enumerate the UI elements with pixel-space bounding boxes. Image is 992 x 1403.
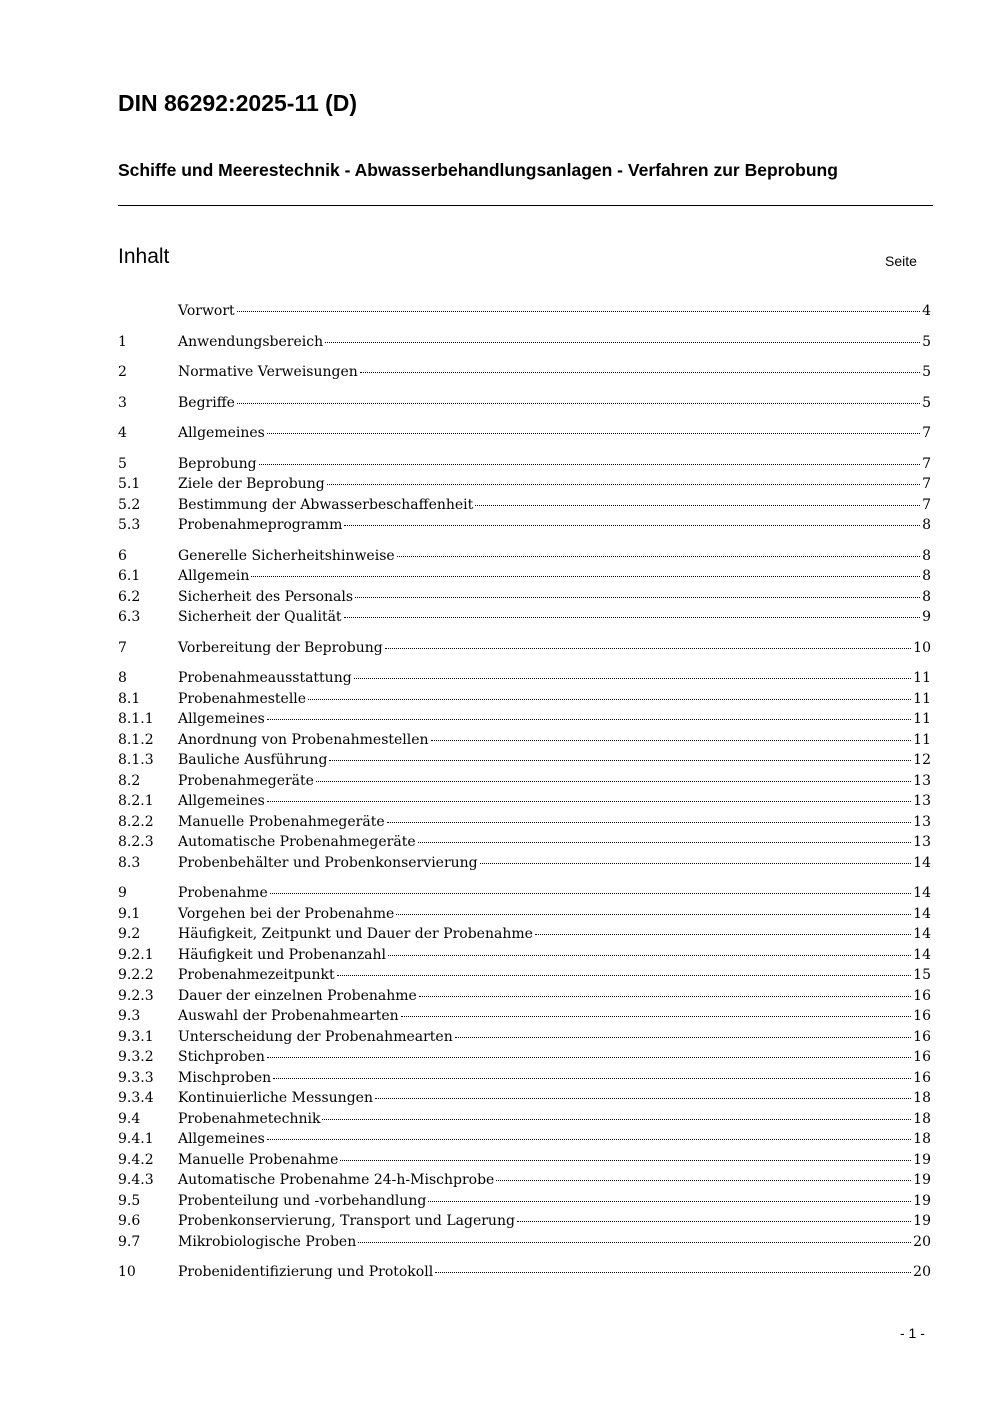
toc-entry[interactable] — [118, 709, 931, 730]
toc-entry[interactable] — [118, 883, 931, 904]
toc-entry-page: 7 — [922, 425, 931, 441]
toc-leader-dots — [388, 955, 911, 956]
toc-entry-page: 13 — [913, 772, 931, 789]
toc-entry-page: 14 — [913, 885, 931, 901]
toc-leader-dots — [496, 1180, 911, 1181]
toc-entry-label: Probenahmezeitpunkt — [178, 967, 335, 983]
toc-entry-label: Probenahmestelle — [178, 690, 307, 707]
toc-leader-dots — [475, 505, 920, 506]
toc-entry-page: 5 — [922, 333, 931, 350]
toc-entry[interactable] — [118, 515, 931, 536]
toc-leader-dots — [435, 1272, 911, 1273]
toc-entry-number: 9.3.4 — [118, 1090, 154, 1106]
toc-leader-dots — [419, 996, 911, 997]
toc-entry-page: 7 — [922, 455, 931, 472]
toc-entry-label: Probenkonservierung, Transport und Lagerung — [178, 1213, 515, 1229]
toc-entry[interactable] — [118, 393, 931, 414]
toc-leader-dots — [401, 1016, 912, 1017]
toc-entry[interactable] — [118, 668, 931, 689]
toc-leader-dots — [344, 525, 920, 526]
toc-entry[interactable] — [118, 945, 931, 966]
toc-entry-page: 14 — [913, 926, 931, 942]
toc-entry-label: Beprobung — [178, 455, 257, 472]
toc-entry-label: Häufigkeit und Probenanzahl — [178, 946, 387, 963]
toc-entry-page: 7 — [922, 496, 931, 513]
toc-leader-dots — [397, 556, 920, 557]
toc-leader-dots — [267, 719, 911, 720]
toc-entry-number: 8.2.3 — [118, 834, 154, 850]
toc-entry-number: 6 — [118, 547, 127, 564]
toc-entry-page: 16 — [913, 1049, 931, 1065]
toc-entry[interactable] — [118, 638, 931, 659]
toc-entry-page: 13 — [913, 793, 931, 809]
toc-entry[interactable] — [118, 587, 931, 608]
toc-entry-number: 8.1.3 — [118, 752, 154, 768]
toc-entry-page: 13 — [913, 813, 931, 830]
toc-entry[interactable] — [118, 474, 931, 495]
toc-entry-number: 8.2.1 — [118, 793, 154, 809]
toc-entry[interactable] — [118, 730, 931, 751]
toc-entry-label: Unterscheidung der Probenahmearten — [178, 1028, 453, 1045]
toc-entry-page: 5 — [922, 394, 931, 411]
toc-entry-label: Probenteilung und -vorbehandlung — [178, 1192, 427, 1209]
toc-entry-label: Probenahmeprogramm — [178, 517, 343, 533]
toc-entry[interactable] — [118, 771, 931, 792]
toc-entry-label: Vorwort — [178, 303, 235, 319]
toc-entry-page: 19 — [913, 1213, 931, 1229]
toc-entry-page: 8 — [922, 568, 931, 584]
toc-entry-page: 8 — [922, 547, 931, 564]
toc-entry[interactable] — [118, 546, 931, 567]
toc-entry-label: Auswahl der Probenahmearten — [178, 1008, 399, 1024]
toc-entry-number: 8.1.2 — [118, 731, 154, 748]
toc-entry-label: Anwendungsbereich — [178, 333, 324, 350]
toc-entry-number: 8.2.2 — [118, 813, 154, 830]
toc-entry[interactable] — [118, 1068, 931, 1089]
toc-entry-page: 18 — [913, 1131, 931, 1147]
toc-leader-dots — [396, 914, 911, 915]
toc-entry-number: 2 — [118, 364, 127, 380]
toc-entry-label: Kontinuierliche Messungen — [178, 1090, 373, 1106]
toc-entry-number: 9.2 — [118, 926, 141, 942]
toc-entry-page: 11 — [913, 731, 931, 748]
toc-entry-label: Manuelle Probenahme — [178, 1151, 339, 1168]
toc-entry-number: 9.3.2 — [118, 1049, 154, 1065]
toc-entry[interactable] — [118, 986, 931, 1007]
toc-entry-page: 9 — [922, 609, 931, 625]
toc-leader-dots — [480, 863, 912, 864]
toc-entry[interactable] — [118, 1006, 931, 1027]
toc-entry-number: 6.1 — [118, 568, 141, 584]
toc-entry-page: 8 — [922, 517, 931, 533]
toc-entry-label: Bestimmung der Abwasserbeschaffenheit — [178, 496, 474, 513]
toc-entry-number: 8.1 — [118, 690, 141, 707]
toc-leader-dots — [375, 1098, 911, 1099]
toc-entry-number: 9.4.3 — [118, 1172, 154, 1188]
toc-entry[interactable] — [118, 607, 931, 628]
toc-entry[interactable] — [118, 832, 931, 853]
toc-entry-page: 11 — [913, 690, 931, 707]
toc-entry-label: Allgemein — [178, 568, 250, 584]
toc-entry[interactable] — [118, 362, 931, 383]
toc-entry-page: 14 — [913, 854, 931, 871]
toc-entry[interactable] — [118, 904, 931, 925]
toc-entry-page: 5 — [922, 364, 931, 380]
toc-entry-number: 1 — [118, 333, 127, 350]
toc-entry-label: Probenahmegeräte — [178, 772, 314, 789]
toc-entry-page: 11 — [913, 711, 931, 727]
toc-leader-dots — [267, 433, 920, 434]
toc-entry-page: 8 — [922, 588, 931, 605]
toc-entry[interactable] — [118, 1232, 931, 1253]
toc-leader-dots — [237, 311, 920, 312]
toc-leader-dots — [360, 372, 920, 373]
toc-entry-number: 6.3 — [118, 609, 141, 625]
toc-leader-dots — [237, 403, 920, 404]
toc-entry-number: 9.6 — [118, 1213, 141, 1229]
toc-entry[interactable] — [118, 689, 931, 710]
toc-entry-page: 19 — [913, 1192, 931, 1209]
toc-leader-dots — [354, 678, 911, 679]
toc-entry[interactable] — [118, 566, 931, 587]
toc-entry[interactable] — [118, 1109, 931, 1130]
toc-entry-number: 4 — [118, 425, 127, 441]
toc-leader-dots — [327, 484, 920, 485]
toc-leader-dots — [418, 842, 912, 843]
toc-leader-dots — [270, 893, 911, 894]
toc-entry-label: Allgemeines — [178, 425, 265, 441]
toc-entry-number: 9 — [118, 885, 127, 901]
toc-entry-label: Allgemeines — [178, 711, 265, 727]
toc-entry-label: Begriffe — [178, 394, 235, 411]
toc-entry-label: Manuelle Probenahmegeräte — [178, 813, 385, 830]
toc-entry-number: 8.1.1 — [118, 711, 154, 727]
toc-leader-dots — [517, 1221, 911, 1222]
toc-entry-label: Stichproben — [178, 1049, 265, 1065]
toc-entry-number: 7 — [118, 639, 127, 656]
toc-entry-page: 4 — [922, 303, 931, 319]
toc-entry[interactable] — [118, 1211, 931, 1232]
toc-leader-dots — [340, 1160, 911, 1161]
toc-leader-dots — [385, 648, 911, 649]
toc-leader-dots — [267, 801, 911, 802]
table-of-contents — [118, 301, 931, 1283]
toc-leader-dots — [428, 1201, 911, 1202]
toc-entry-page: 19 — [913, 1172, 931, 1188]
toc-entry[interactable] — [118, 423, 931, 444]
toc-entry-number: 9.1 — [118, 905, 141, 922]
toc-entry-page: 14 — [913, 905, 931, 922]
toc-entry-number: 9.4.1 — [118, 1131, 154, 1147]
toc-entry-page: 15 — [913, 967, 931, 983]
toc-leader-dots — [273, 1078, 911, 1079]
toc-entry-label: Probenahme — [178, 885, 268, 901]
toc-entry-number: 9.2.2 — [118, 967, 154, 983]
toc-entry-number: 8.2 — [118, 772, 141, 789]
toc-entry[interactable] — [118, 1170, 931, 1191]
toc-entry-label: Bauliche Ausführung — [178, 752, 328, 768]
toc-entry-number: 5 — [118, 455, 127, 472]
toc-leader-dots — [535, 934, 911, 935]
toc-entry-page: 20 — [913, 1233, 931, 1250]
toc-entry-number: 5.3 — [118, 517, 141, 533]
toc-entry-number: 5.2 — [118, 496, 141, 513]
toc-entry-number: 8.3 — [118, 854, 141, 871]
toc-heading: Inhalt — [118, 245, 170, 268]
toc-entry-label: Vorbereitung der Beprobung — [178, 639, 383, 656]
toc-entry-page: 20 — [913, 1264, 931, 1280]
toc-entry-number: 8 — [118, 670, 127, 686]
toc-leader-dots — [387, 822, 912, 823]
toc-entry[interactable] — [118, 495, 931, 516]
toc-leader-dots — [259, 464, 920, 465]
toc-entry-number: 3 — [118, 394, 127, 411]
toc-entry-number: 6.2 — [118, 588, 141, 605]
toc-entry-number: 9.3 — [118, 1008, 141, 1024]
toc-entry-page: 16 — [913, 987, 931, 1004]
toc-entry-number: 5.1 — [118, 476, 141, 492]
toc-entry-label: Mischproben — [178, 1069, 272, 1086]
toc-leader-dots — [325, 342, 920, 343]
toc-entry-label: Probenbehälter und Probenkonservierung — [178, 854, 478, 871]
toc-leader-dots — [355, 597, 920, 598]
toc-entry[interactable] — [118, 965, 931, 986]
toc-entry-label: Ziele der Beprobung — [178, 476, 325, 492]
toc-entry-label: Normative Verweisungen — [178, 364, 358, 380]
title-divider — [118, 205, 933, 206]
toc-entry-number: 9.7 — [118, 1233, 141, 1250]
toc-entry[interactable] — [118, 791, 931, 812]
toc-entry[interactable] — [118, 853, 931, 874]
toc-entry-page: 16 — [913, 1008, 931, 1024]
toc-entry-label: Sicherheit des Personals — [178, 588, 354, 605]
toc-entry-label: Mikrobiologische Proben — [178, 1233, 357, 1250]
toc-entry[interactable] — [118, 454, 931, 475]
toc-entry-page: 14 — [913, 946, 931, 963]
toc-entry-page: 16 — [913, 1028, 931, 1045]
toc-entry-page: 19 — [913, 1151, 931, 1168]
toc-entry[interactable] — [118, 1150, 931, 1171]
toc-entry[interactable] — [118, 924, 931, 945]
page-column-label: Seite — [885, 253, 917, 269]
toc-leader-dots — [455, 1037, 911, 1038]
toc-entry-page: 7 — [922, 476, 931, 492]
toc-entry[interactable] — [118, 1047, 931, 1068]
toc-entry-number: 9.4.2 — [118, 1151, 154, 1168]
toc-entry[interactable] — [118, 332, 931, 353]
toc-entry-page: 16 — [913, 1069, 931, 1086]
toc-entry-label: Allgemeines — [178, 1131, 265, 1147]
toc-leader-dots — [344, 617, 921, 618]
toc-leader-dots — [316, 781, 911, 782]
toc-entry-label: Allgemeines — [178, 793, 265, 809]
toc-entry-label: Anordnung von Probenahmestellen — [178, 731, 429, 748]
toc-entry-number: 9.3.3 — [118, 1069, 154, 1086]
toc-entry-page: 18 — [913, 1110, 931, 1127]
toc-entry-number: 10 — [118, 1264, 136, 1280]
toc-entry-label: Probenahmetechnik — [178, 1110, 321, 1127]
toc-entry[interactable] — [118, 301, 931, 322]
toc-leader-dots — [251, 576, 920, 577]
toc-entry-page: 10 — [913, 639, 931, 656]
toc-leader-dots — [337, 975, 912, 976]
toc-leader-dots — [267, 1057, 911, 1058]
toc-entry-label: Häufigkeit, Zeitpunkt und Dauer der Probenahme — [178, 926, 533, 942]
document-title: Schiffe und Meerestechnik - Abwasserbehandlungsanlagen - Verfahren zur Beprobung — [118, 160, 838, 180]
toc-entry[interactable] — [118, 1129, 931, 1150]
toc-entry-number: 9.4 — [118, 1110, 141, 1127]
toc-entry[interactable] — [118, 812, 931, 833]
toc-entry-number: 9.2.3 — [118, 987, 154, 1004]
toc-entry-label: Probenahmeausstattung — [178, 670, 352, 686]
toc-entry[interactable] — [118, 1027, 931, 1048]
toc-entry-label: Dauer der einzelnen Probenahme — [178, 987, 417, 1004]
toc-entry-label: Automatische Probenahmegeräte — [178, 834, 416, 850]
toc-entry[interactable] — [118, 750, 931, 771]
toc-leader-dots — [308, 699, 911, 700]
toc-entry-page: 18 — [913, 1090, 931, 1106]
toc-leader-dots — [329, 760, 911, 761]
toc-entry-label: Probenidentifizierung und Protokoll — [178, 1264, 434, 1280]
toc-leader-dots — [267, 1139, 911, 1140]
toc-entry[interactable] — [118, 1088, 931, 1109]
toc-entry-page: 12 — [913, 752, 931, 768]
page-number: - 1 - — [900, 1325, 925, 1341]
toc-entry-page: 11 — [913, 670, 931, 686]
toc-leader-dots — [358, 1242, 911, 1243]
document-id: DIN 86292:2025-11 (D) — [118, 90, 358, 116]
toc-entry-number: 9.2.1 — [118, 946, 154, 963]
toc-entry-number: 9.3.1 — [118, 1028, 154, 1045]
toc-leader-dots — [322, 1119, 911, 1120]
toc-entry-label: Automatische Probenahme 24-h-Mischprobe — [178, 1172, 495, 1188]
toc-entry[interactable] — [118, 1262, 931, 1283]
toc-entry[interactable] — [118, 1191, 931, 1212]
toc-entry-label: Vorgehen bei der Probenahme — [178, 905, 395, 922]
toc-leader-dots — [431, 740, 912, 741]
toc-entry-number: 9.5 — [118, 1192, 141, 1209]
toc-entry-label: Sicherheit der Qualität — [178, 609, 342, 625]
toc-entry-page: 13 — [913, 834, 931, 850]
toc-entry-label: Generelle Sicherheitshinweise — [178, 547, 395, 564]
